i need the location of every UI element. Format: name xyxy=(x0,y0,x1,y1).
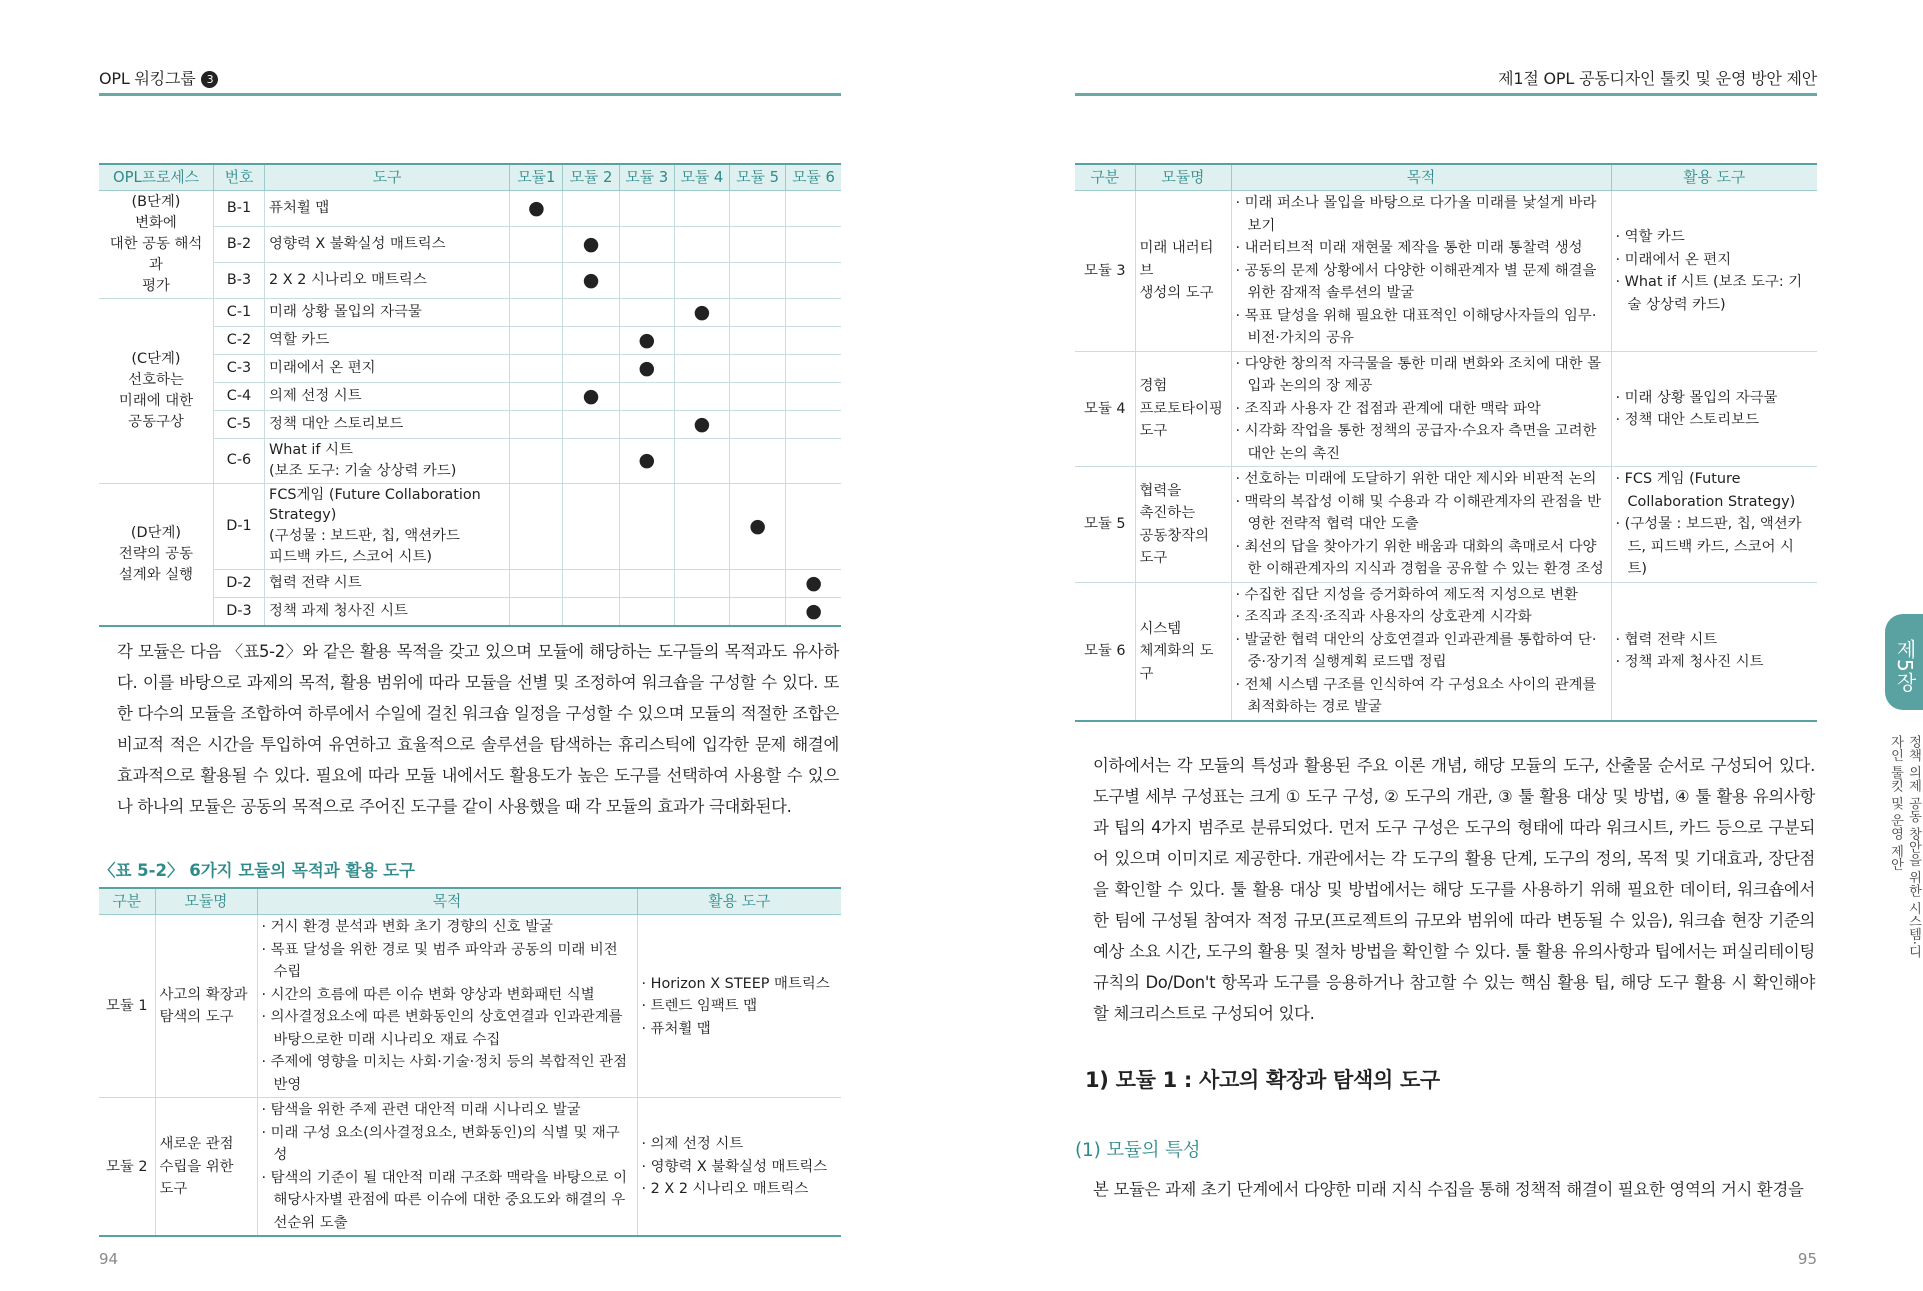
column-header: 목적 xyxy=(1231,164,1611,191)
module-label: 모듈 6 xyxy=(1075,582,1135,721)
tool-item: · 퓨처휠 맵 xyxy=(642,1018,838,1041)
module-cell xyxy=(510,382,563,410)
module-dot: ● xyxy=(674,410,729,438)
tools-list xyxy=(1616,629,1814,674)
module-table-part2 xyxy=(1075,163,1817,722)
tools-list xyxy=(642,1133,838,1201)
purpose-item: · 목표 달성을 위해 필요한 대표적인 이해당사자들의 임무·비전·가치의 공유 xyxy=(1236,305,1607,350)
code-cell: C-6 xyxy=(213,438,264,483)
purpose-item: · 선호하는 미래에 도달하기 위한 대안 제시와 비판적 논의 xyxy=(1236,468,1607,491)
chapter-tab-label: 제5장 xyxy=(1893,638,1917,692)
module-dot: ● xyxy=(730,483,786,570)
module-cell xyxy=(786,227,841,263)
module-cell xyxy=(674,326,729,354)
tool-cell: 영향력 X 불확실성 매트릭스 xyxy=(265,227,510,263)
purpose-list xyxy=(1236,584,1607,719)
module-cell xyxy=(674,382,729,410)
running-header-right: 제1절 OPL 공동디자인 툴킷 및 운영 방안 제안 xyxy=(1498,69,1817,88)
code-cell: D-3 xyxy=(213,598,264,626)
module-cell xyxy=(730,263,786,299)
tool-cell: What if 시트 (보조 도구: 기술 상상력 카드) xyxy=(265,438,510,483)
column-header: 활용 도구 xyxy=(1611,164,1817,191)
module-cell xyxy=(510,410,563,438)
module-cell xyxy=(563,354,619,382)
module-cell xyxy=(619,298,674,326)
module-cell xyxy=(619,191,674,227)
module-cell xyxy=(730,191,786,227)
column-header: 모듈 2 xyxy=(563,164,619,191)
page-number-left: 94 xyxy=(99,1250,119,1268)
column-header: 도구 xyxy=(265,164,510,191)
module-cell xyxy=(510,570,563,598)
table-header-row xyxy=(1075,164,1817,191)
module-cell xyxy=(619,410,674,438)
purpose-item: · 최선의 답을 찾아가기 위한 배움과 대화의 촉매로서 다양한 이해관계자의 지식과 경험을 공유할 수 있는 환경 조성 xyxy=(1236,536,1607,581)
column-header: 모듈명 xyxy=(155,888,257,915)
tool-item: · (구성물 : 보드판, 칩, 액션카드, 피드백 카드, 스코어 시트) xyxy=(1616,513,1814,581)
tool-cell: 협력 전략 시트 xyxy=(265,570,510,598)
purpose-cell xyxy=(1231,191,1611,352)
module-cell xyxy=(563,326,619,354)
module-cell xyxy=(730,382,786,410)
tool-item: · 정책 과제 청사진 시트 xyxy=(1616,651,1814,674)
module-cell xyxy=(730,410,786,438)
purpose-list xyxy=(262,916,633,1096)
purpose-cell xyxy=(257,1098,637,1237)
module-name: 경험 프로토타이핑 도구 xyxy=(1135,351,1231,467)
module-cell xyxy=(786,298,841,326)
module-cell xyxy=(730,298,786,326)
column-header: 모듈 5 xyxy=(730,164,786,191)
process-tool-table xyxy=(99,163,841,627)
module-name: 협력을 촉진하는 공동창작의 도구 xyxy=(1135,467,1231,583)
purpose-cell xyxy=(1231,351,1611,467)
table-row xyxy=(99,1098,841,1237)
module-cell xyxy=(730,438,786,483)
column-header: 모듈 3 xyxy=(619,164,674,191)
module-cell xyxy=(563,483,619,570)
tool-item: · Horizon X STEEP 매트릭스 xyxy=(642,973,838,996)
table-row xyxy=(1075,191,1817,352)
module-cell xyxy=(674,570,729,598)
purpose-item: · 미래 구성 요소(의사결정요소, 변화동인)의 식별 및 재구성 xyxy=(262,1122,633,1167)
purpose-list xyxy=(1236,192,1607,350)
subsection-heading: (1) 모듈의 특성 xyxy=(1075,1140,1201,1161)
module-cell xyxy=(730,326,786,354)
tool-item: · 역할 카드 xyxy=(1616,226,1814,249)
purpose-item: · 탐색을 위한 주제 관련 대안적 미래 시나리오 발굴 xyxy=(262,1099,633,1122)
module-label: 모듈 3 xyxy=(1075,191,1135,352)
tool-item: · 미래에서 온 편지 xyxy=(1616,249,1814,272)
module-dot: ● xyxy=(510,191,563,227)
tool-item: · FCS 게임 (Future Collaboration Strategy) xyxy=(1616,468,1814,513)
purpose-item: · 수집한 집단 지성을 증거화하여 제도적 지성으로 변환 xyxy=(1236,584,1607,607)
purpose-item: · 주제에 영향을 미치는 사회·기술·정치 등의 복합적인 관점 반영 xyxy=(262,1051,633,1096)
module-dot: ● xyxy=(619,326,674,354)
column-header: 모듈1 xyxy=(510,164,563,191)
module-cell xyxy=(674,483,729,570)
module-cell xyxy=(619,570,674,598)
purpose-item: · 목표 달성을 위한 경로 및 범주 파악과 공동의 미래 비전 수립 xyxy=(262,939,633,984)
module-cell xyxy=(786,410,841,438)
tools-list xyxy=(642,973,838,1041)
purpose-cell xyxy=(1231,467,1611,583)
purpose-item: · 다양한 창의적 자극물을 통한 미래 변화와 조치에 대한 몰입과 논의의 장 제공 xyxy=(1236,353,1607,398)
table-header-row xyxy=(99,888,841,915)
tools-cell xyxy=(637,1098,841,1237)
module-cell xyxy=(510,298,563,326)
code-cell: C-3 xyxy=(213,354,264,382)
module-cell xyxy=(510,326,563,354)
left-page xyxy=(99,0,841,1291)
tool-cell: 퓨처휠 맵 xyxy=(265,191,510,227)
tools-cell xyxy=(637,915,841,1098)
module-dot: ● xyxy=(619,354,674,382)
purpose-item: · 시각화 작업을 통한 정책의 공급자·수요자 측면을 고려한 대안 논의 촉진 xyxy=(1236,420,1607,465)
module-name: 새로운 관점 수립을 위한 도구 xyxy=(155,1098,257,1237)
code-cell: C-4 xyxy=(213,382,264,410)
table-caption: 〈표 5-2〉 6가지 모듈의 목적과 활용 도구 xyxy=(99,861,415,880)
page-number-right: 95 xyxy=(1797,1250,1817,1268)
purpose-item: · 의사결정요소에 따른 변화동인의 상호연결과 인과관계를 바탕으로한 미래 시나리오 재료 수집 xyxy=(262,1006,633,1051)
tool-cell: 정책 과제 청사진 시트 xyxy=(265,598,510,626)
stage-cell: (C단계) 선호하는 미래에 대한 공동구상 xyxy=(99,298,213,483)
module-cell xyxy=(510,354,563,382)
body-paragraph: 각 모듈은 다음 〈표5-2〉와 같은 활용 목적을 갖고 있으며 모듈에 해당하는 도구들의 목적과도 유사하다. 이를 바탕으로 과제의 목적, 활용 범위에 따라 모듈을 선별 및 조정하여 워크숍을 구성할 수 있다. 또한 다수의 모듈을 조합하여 하루에서 수일에 걸친 워크숍 일정을 구성할 수 있으며 모듈의 적절한 조합은 비교적 적은 시간을 투입하여 유연하고 효율적으로 솔루션을 탐색하는 휴리스틱에 입각한 문제 해결에 효과적으로 활용될 수 있다. 필요에 따라 모듈 내에서도 활용도가 높은 도구를 선택하여 사용할 수 있으나 하나의 모듈은 공동의 목적으로 주어진 도구를 같이 사용했을 때 각 모듈의 효과가 극대화된다. xyxy=(117,642,839,816)
tools-list xyxy=(1616,387,1814,432)
module-label: 모듈 4 xyxy=(1075,351,1135,467)
tool-item: · 트렌드 임팩트 맵 xyxy=(642,995,838,1018)
header-rule xyxy=(99,93,841,96)
tool-cell: 2 X 2 시나리오 매트릭스 xyxy=(265,263,510,299)
column-header: 모듈명 xyxy=(1135,164,1231,191)
column-header: 모듈 6 xyxy=(786,164,841,191)
tools-cell xyxy=(1611,351,1817,467)
module-cell xyxy=(674,438,729,483)
right-page xyxy=(1075,0,1817,1291)
module-cell xyxy=(563,570,619,598)
tool-cell: 미래에서 온 편지 xyxy=(265,354,510,382)
tools-list xyxy=(1616,226,1814,316)
module-cell xyxy=(674,354,729,382)
module-cell xyxy=(563,191,619,227)
code-cell: B-2 xyxy=(213,227,264,263)
code-cell: C-1 xyxy=(213,298,264,326)
module-cell xyxy=(619,227,674,263)
module-cell xyxy=(510,483,563,570)
module-name: 사고의 확장과 탐색의 도구 xyxy=(155,915,257,1098)
table-header-row xyxy=(99,164,841,191)
table-row xyxy=(99,191,841,227)
column-header: 구분 xyxy=(99,888,155,915)
column-header: 번호 xyxy=(213,164,264,191)
column-header: 구분 xyxy=(1075,164,1135,191)
tool-cell: 역할 카드 xyxy=(265,326,510,354)
module-dot: ● xyxy=(563,382,619,410)
table-row xyxy=(1075,351,1817,467)
chapter-side-title: 정책 의제 공동 창안을 위한 시스템·디자인 툴킷 및 운영 제안 xyxy=(1888,735,1921,959)
module-dot: ● xyxy=(786,570,841,598)
code-cell: C-2 xyxy=(213,326,264,354)
code-cell: D-2 xyxy=(213,570,264,598)
module-cell xyxy=(786,382,841,410)
code-cell: B-1 xyxy=(213,191,264,227)
tool-cell: 정책 대안 스토리보드 xyxy=(265,410,510,438)
column-header: 목적 xyxy=(257,888,637,915)
module-dot: ● xyxy=(619,438,674,483)
purpose-item: · 발굴한 협력 대안의 상호연결과 인과관계를 통합하여 단·중·장기적 실행계획 로드맵 정립 xyxy=(1236,629,1607,674)
module-cell xyxy=(510,263,563,299)
body-paragraph: 이하에서는 각 모듈의 특성과 활용된 주요 이론 개념, 해당 모듈의 도구, 산출물 순서로 구성되어 있다. 도구별 세부 구성표는 크게 ① 도구 구성, ② 도구의 개관, ③ 툴 활용 대상 및 방법, ④ 툴 활용 유의사항과 팁의 4가지 범주로 분류되었다. 먼저 도구 구성은 도구의 형태에 따라 워크시트, 카드 등으로 구분되어 있으며 이미지로 제공한다. 개관에서는 각 도구의 활용 단계, 도구의 정의, 목적 및 기대효과, 장단점을 확인할 수 있다. 툴 활용 대상 및 방법에서는 해당 도구를 사용하기 위해 필요한 데이터, 워크숍에서 한 팀에 구성될 참여자 적정 규모(프로젝트의 규모와 범위에 따라 변동될 수 있음), 워크숍 현장 기준의 예상 소요 시간, 도구의 활용 및 절차 방법을 확인할 수 있다. 툴 활용 유의사항과 팁에서는 퍼실리테이팅 규칙의 Do/Don't 항목과 도구를 응용하거나 참고할 수 있는 핵심 활용 팁, 해당 도구 활용 시 확인해야 할 체크리스트로 구성되어 있다. xyxy=(1093,756,1815,1023)
module-cell xyxy=(563,438,619,483)
tool-cell: FCS게임 (Future Collaboration Strategy) (구성물 : 보드판, 칩, 액션카드 피드백 카드, 스코어 시트) xyxy=(265,483,510,570)
column-header: 모듈 4 xyxy=(674,164,729,191)
table-row xyxy=(99,915,841,1098)
module-label: 모듈 2 xyxy=(99,1098,155,1237)
tools-cell xyxy=(1611,582,1817,721)
purpose-cell xyxy=(1231,582,1611,721)
module-cell xyxy=(786,483,841,570)
code-cell: B-3 xyxy=(213,263,264,299)
table-row xyxy=(99,483,841,570)
tools-cell xyxy=(1611,467,1817,583)
module-name: 미래 내러티브 생성의 도구 xyxy=(1135,191,1231,352)
tool-item: · 정책 대안 스토리보드 xyxy=(1616,409,1814,432)
tool-item: · 협력 전략 시트 xyxy=(1616,629,1814,652)
module-cell xyxy=(786,438,841,483)
module-cell xyxy=(510,438,563,483)
column-header: 활용 도구 xyxy=(637,888,841,915)
purpose-item: · 공동의 문제 상황에서 다양한 이해관계자 별 문제 해결을 위한 잠재적 솔루션의 발굴 xyxy=(1236,260,1607,305)
purpose-item: · 내러티브적 미래 재현물 제작을 통한 미래 통찰력 생성 xyxy=(1236,237,1607,260)
chapter-badge: 3 xyxy=(201,71,218,88)
module-cell xyxy=(674,227,729,263)
module-dot: ● xyxy=(674,298,729,326)
purpose-item: · 전체 시스템 구조를 인식하여 각 구성요소 사이의 관계를 최적화하는 경로 발굴 xyxy=(1236,674,1607,719)
stage-cell: (D단계) 전략의 공동 설계와 실행 xyxy=(99,483,213,626)
tool-item: · 미래 상황 몰입의 자극물 xyxy=(1616,387,1814,410)
module-cell xyxy=(619,598,674,626)
module-dot: ● xyxy=(786,598,841,626)
code-cell: D-1 xyxy=(213,483,264,570)
tool-item: · What if 시트 (보조 도구: 기술 상상력 카드) xyxy=(1616,271,1814,316)
column-header: OPL프로세스 xyxy=(99,164,213,191)
module-dot: ● xyxy=(563,227,619,263)
module-cell xyxy=(563,598,619,626)
module-cell xyxy=(563,298,619,326)
table-row xyxy=(99,298,841,326)
module-label: 모듈 1 xyxy=(99,915,155,1098)
module-dot: ● xyxy=(563,263,619,299)
tool-cell: 미래 상황 몰입의 자극물 xyxy=(265,298,510,326)
module-cell xyxy=(730,570,786,598)
module-table-part1 xyxy=(99,887,841,1237)
module-name: 시스템 체계화의 도구 xyxy=(1135,582,1231,721)
section-heading: 1) 모듈 1 : 사고의 확장과 탐색의 도구 xyxy=(1085,1068,1440,1092)
module-cell xyxy=(619,483,674,570)
tool-item: · 의제 선정 시트 xyxy=(642,1133,838,1156)
module-cell xyxy=(510,598,563,626)
purpose-item: · 거시 환경 분석과 변화 초기 경향의 신호 발굴 xyxy=(262,916,633,939)
body-paragraph: 본 모듈은 과제 초기 단계에서 다양한 미래 지식 수집을 통해 정책적 해결이 필요한 영역의 거시 환경을 xyxy=(1093,1180,1804,1199)
tools-cell xyxy=(1611,191,1817,352)
tools-list xyxy=(1616,468,1814,581)
tool-cell: 의제 선정 시트 xyxy=(265,382,510,410)
purpose-cell xyxy=(257,915,637,1098)
module-cell xyxy=(674,598,729,626)
purpose-list xyxy=(1236,468,1607,581)
stage-cell: (B단계) 변화에 대한 공동 해석과 평가 xyxy=(99,191,213,298)
table-row xyxy=(1075,467,1817,583)
purpose-list xyxy=(262,1099,633,1234)
code-cell: C-5 xyxy=(213,410,264,438)
purpose-item: · 미래 퍼소나 몰입을 바탕으로 다가올 미래를 낯설게 바라보기 xyxy=(1236,192,1607,237)
module-cell xyxy=(619,263,674,299)
module-label: 모듈 5 xyxy=(1075,467,1135,583)
tool-item: · 2 X 2 시나리오 매트릭스 xyxy=(642,1178,838,1201)
purpose-item: · 조직과 조직·조직과 사용자의 상호관계 시각화 xyxy=(1236,606,1607,629)
running-header-left xyxy=(99,66,841,89)
module-cell xyxy=(786,263,841,299)
purpose-item: · 조직과 사용자 간 접점과 관계에 대한 맥락 파악 xyxy=(1236,398,1607,421)
module-cell xyxy=(674,191,729,227)
module-cell xyxy=(786,354,841,382)
table-row xyxy=(1075,582,1817,721)
purpose-item: · 시간의 흐름에 따른 이슈 변화 양상과 변화패턴 식별 xyxy=(262,984,633,1007)
purpose-list xyxy=(1236,353,1607,466)
purpose-item: · 탐색의 기준이 될 대안적 미래 구조화 맥락을 바탕으로 이해당사자별 관점에 따른 이슈에 대한 중요도와 해결의 우선순위 도출 xyxy=(262,1167,633,1235)
module-cell xyxy=(786,326,841,354)
module-cell xyxy=(674,263,729,299)
module-cell xyxy=(730,598,786,626)
module-cell xyxy=(730,354,786,382)
module-cell xyxy=(563,410,619,438)
module-cell xyxy=(619,382,674,410)
tool-item: · 영향력 X 불확실성 매트릭스 xyxy=(642,1156,838,1179)
purpose-item: · 맥락의 복잡성 이해 및 수용과 각 이해관계자의 관점을 반영한 전략적 협력 대안 도출 xyxy=(1236,491,1607,536)
header-rule xyxy=(1075,93,1817,96)
header-title: OPL 워킹그룹 xyxy=(99,69,196,88)
module-cell xyxy=(786,191,841,227)
module-cell xyxy=(510,227,563,263)
module-cell xyxy=(730,227,786,263)
